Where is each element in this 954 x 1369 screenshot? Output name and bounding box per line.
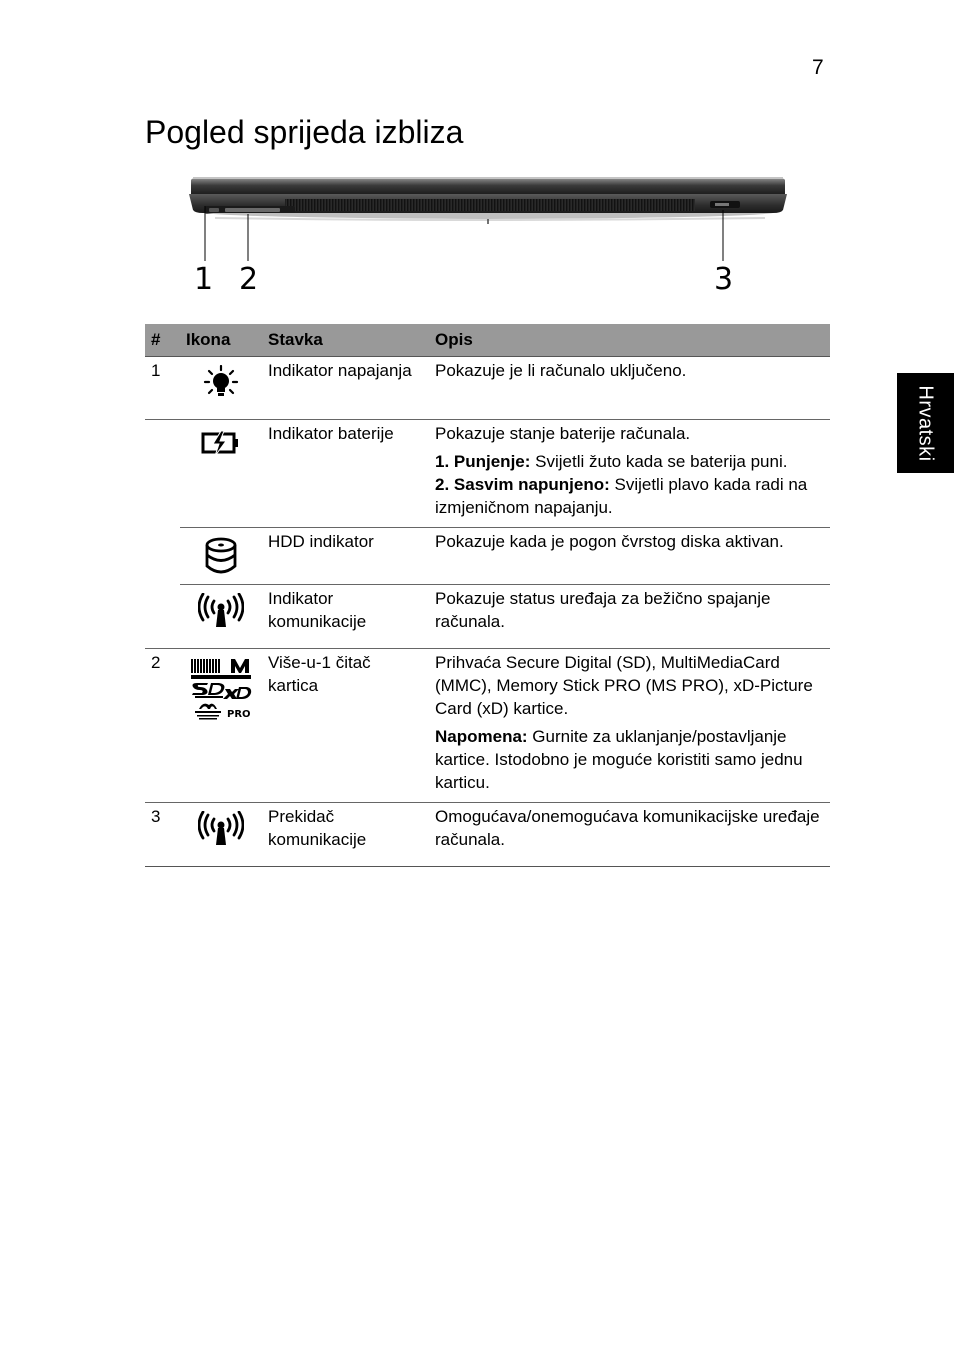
language-tab — [897, 373, 954, 473]
card-reader-logos-icon — [189, 657, 253, 721]
row-description: Pokazuje je li računalo uključeno. — [429, 357, 830, 420]
battery-state-charging: 1. Punjenje: Svijetli žuto kada se baterija puni. — [435, 452, 788, 471]
row-number — [145, 420, 180, 528]
table-row-communication — [145, 585, 830, 649]
header-item: Stavka — [262, 324, 429, 357]
table-row-battery — [145, 420, 830, 528]
row-item: Indikator napajanja — [262, 357, 429, 420]
row-item: Indikator komunikacije — [262, 585, 429, 649]
table-row-power — [145, 357, 830, 420]
row-description: Pokazuje status uređaja za bežično spajanje računala. — [429, 585, 830, 649]
row-description: Pokazuje stanje baterije računala. — [435, 424, 691, 443]
table-row-card-reader — [145, 649, 830, 803]
svg-text:PRO: PRO — [227, 709, 251, 720]
battery-state-full: 2. Sasvim napunjeno: Svijetli plavo kada radi na izmjeničnom napajanju. — [435, 475, 808, 517]
callout-3: 3 — [714, 262, 734, 297]
row-description: Pokazuje kada je pogon čvrstog diska aktivan. — [429, 528, 830, 585]
communication-switch-icon — [198, 811, 244, 847]
callout-2: 2 — [239, 262, 259, 297]
hdd-indicator-icon — [203, 536, 239, 576]
row-number: 3 — [145, 803, 180, 867]
row-item: Prekidač komunikacije — [262, 803, 429, 867]
row-item: HDD indikator — [262, 528, 429, 585]
row-item: Više-u-1 čitač kartica — [262, 649, 429, 803]
row-number — [145, 585, 180, 649]
table-row-hdd — [145, 528, 830, 585]
wireless-communication-icon — [198, 593, 244, 629]
table-row-communication-switch — [145, 803, 830, 867]
language-tab-label: Hrvatski — [915, 384, 938, 462]
header-number: # — [145, 324, 180, 357]
row-description: Omogućava/onemogućava komunikacijske uređaje računala. — [429, 803, 830, 867]
row-number: 2 — [145, 649, 180, 803]
table-header-row — [145, 324, 830, 357]
page-title: Pogled sprijeda izbliza — [145, 114, 464, 150]
laptop-front-view-illustration — [185, 172, 790, 302]
page-number: 7 — [812, 56, 824, 79]
power-indicator-icon — [202, 365, 240, 403]
card-reader-note: Napomena: Gurnite za uklanjanje/postavljanje kartice. Istodobno je moguće koristiti samo jednu karticu. — [435, 727, 803, 792]
header-icon: Ikona — [180, 324, 262, 357]
battery-indicator-icon — [201, 428, 241, 458]
front-view-components-table — [145, 324, 830, 867]
row-description: Prihvaća Secure Digital (SD), MultiMediaCard (MMC), Memory Stick PRO (MS PRO), xD-Picture Card (xD) kartice. — [435, 653, 813, 718]
header-description: Opis — [429, 324, 830, 357]
row-number — [145, 528, 180, 585]
callout-1: 1 — [194, 262, 214, 297]
row-number: 1 — [145, 357, 180, 420]
row-item: Indikator baterije — [262, 420, 429, 528]
